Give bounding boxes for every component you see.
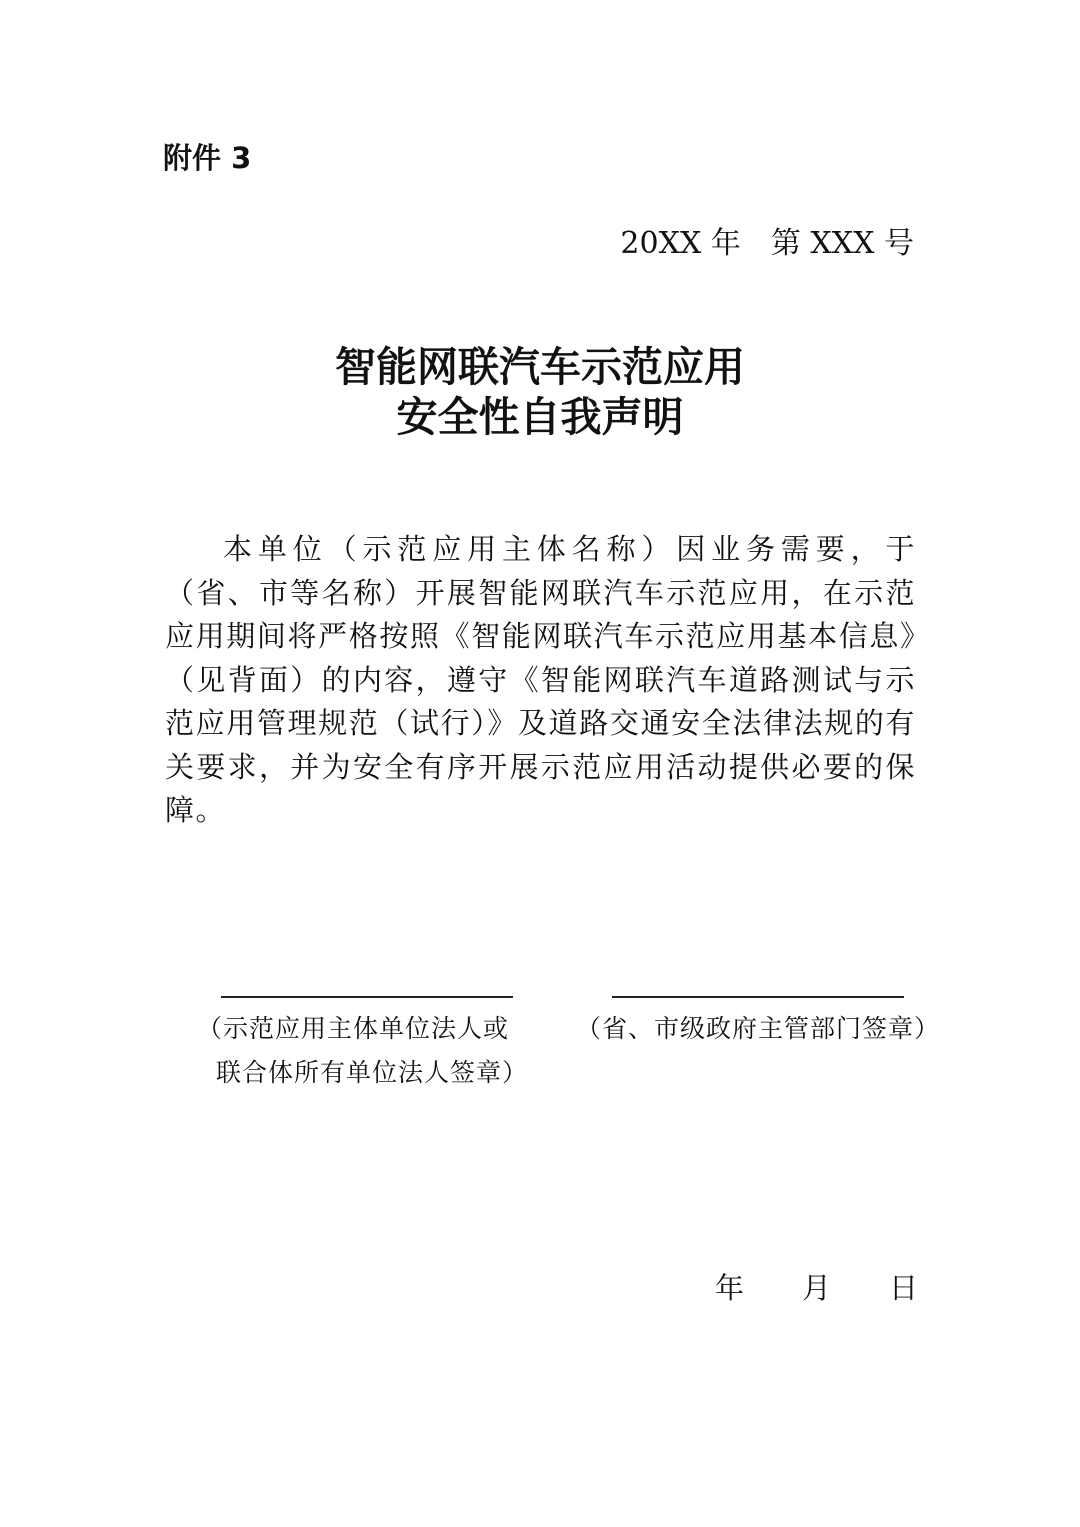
date-day-label: 日 bbox=[889, 1271, 919, 1305]
declaration-paragraph: 本单位（示范应用主体名称）因业务需要，于（省、市等名称）开展智能网联汽车示范应用，在示范应用期间将严格按照《智能网联汽车示范应用基本信息》（见背面）的内容，遵守《智能网联汽车道路测试与示范应用管理规范（试行）》及道路交通安全法律法规的有关要求，并为安全有序开展示范应用活动提供必要的保障。 bbox=[165, 532, 916, 827]
attachment-label: 附件 3 bbox=[163, 141, 252, 175]
date-year-label: 年 bbox=[715, 1271, 745, 1305]
right-signature-line bbox=[612, 996, 904, 998]
left-signature-label-line1: （示范应用主体单位法人或 bbox=[197, 1014, 510, 1043]
document-title-line2: 安全性自我声明 bbox=[396, 393, 684, 441]
date-month-label: 月 bbox=[802, 1271, 832, 1305]
left-signature-line bbox=[221, 996, 513, 998]
right-signature-label: （省、市级政府主管部门签章） bbox=[576, 1014, 941, 1043]
document-number: 20XX 年 第 XXX 号 bbox=[620, 226, 914, 261]
document-title-line1: 智能网联汽车示范应用 bbox=[335, 343, 745, 391]
left-signature-label-line2: 联合体所有单位法人签章） bbox=[216, 1058, 529, 1087]
